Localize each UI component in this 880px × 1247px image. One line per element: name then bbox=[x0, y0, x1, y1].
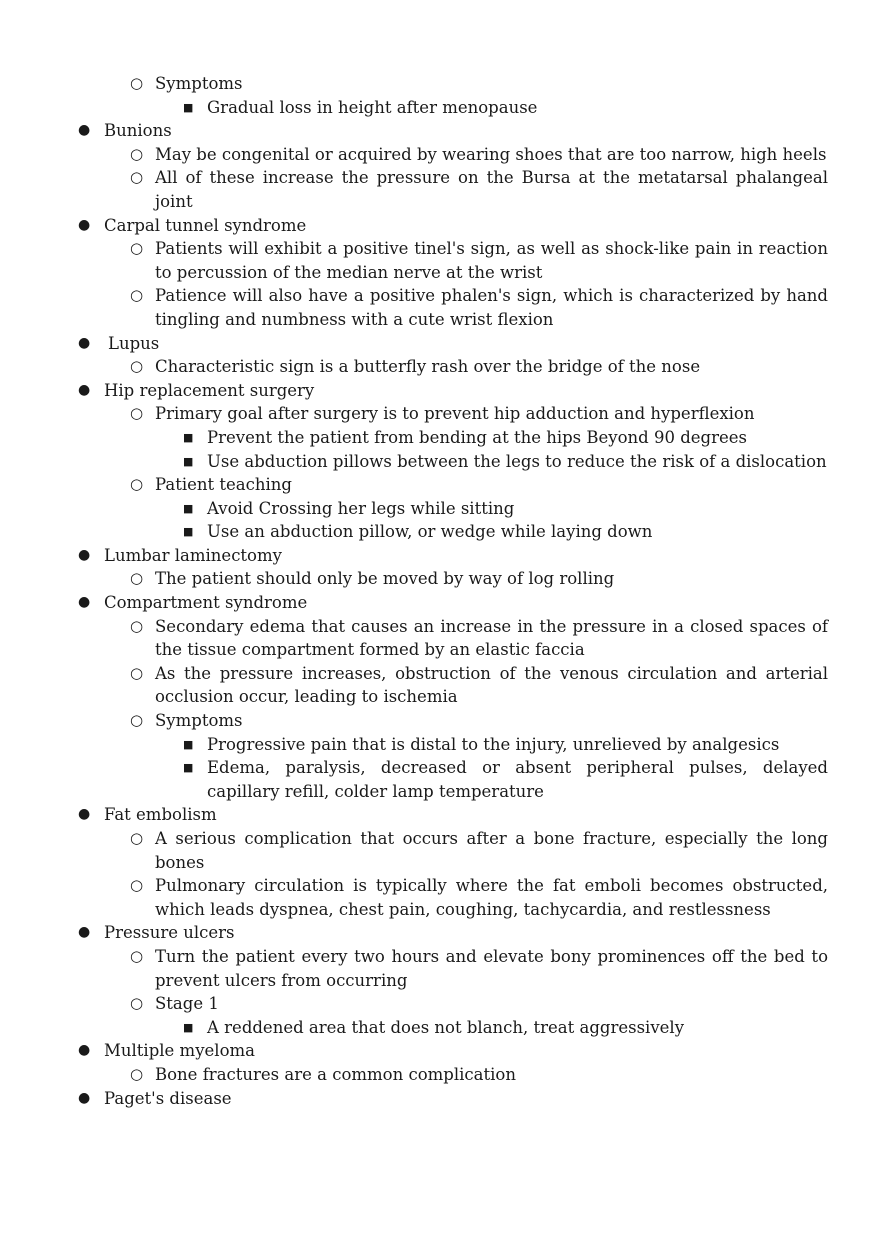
hollow-circle-bullet-icon: ○ bbox=[130, 663, 144, 682]
list-item-level-1 bbox=[0, 709, 880, 733]
list-item-text: The patient should only be moved by way of log rolling bbox=[155, 569, 615, 589]
list-item-level-0 bbox=[0, 214, 880, 238]
hollow-circle-bullet-icon: ○ bbox=[130, 286, 144, 305]
list-item-text: Turn the patient every two hours and elevate bony prominences off the bed to prevent ulcers from occurring bbox=[155, 946, 828, 990]
filled-circle-bullet-icon: ● bbox=[78, 334, 91, 351]
list-item-text: May be congenital or acquired by wearing shoes that are too narrow, high heels bbox=[155, 144, 827, 164]
list-item-text: Symptoms bbox=[155, 711, 243, 731]
list-item-text: Progressive pain that is distal to the injury, unrelieved by analgesics bbox=[207, 734, 780, 754]
list-item-text: Multiple myeloma bbox=[104, 1041, 255, 1061]
list-item-text: Secondary edema that causes an increase in the pressure in a closed spaces of the tissue compartment formed by an elastic faccia bbox=[155, 616, 828, 660]
hollow-circle-bullet-icon: ○ bbox=[130, 239, 144, 258]
list-item-text: A reddened area that does not blanch, treat aggressively bbox=[207, 1017, 685, 1037]
hollow-circle-bullet-icon: ○ bbox=[130, 994, 144, 1013]
list-item-level-1 bbox=[0, 827, 880, 874]
hollow-circle-bullet-icon: ○ bbox=[130, 711, 144, 730]
list-item-level-1 bbox=[0, 945, 880, 992]
hollow-circle-bullet-icon: ○ bbox=[130, 946, 144, 965]
list-item-level-0 bbox=[0, 1087, 880, 1111]
list-item-level-1 bbox=[0, 355, 880, 379]
list-item-level-1 bbox=[0, 473, 880, 497]
hollow-circle-bullet-icon: ○ bbox=[130, 357, 144, 376]
list-item-text: Fat embolism bbox=[104, 805, 217, 825]
list-item-text: Bunions bbox=[104, 121, 172, 141]
filled-circle-bullet-icon: ● bbox=[78, 216, 91, 233]
hollow-circle-bullet-icon: ○ bbox=[130, 569, 144, 588]
list-item-level-1 bbox=[0, 143, 880, 167]
hollow-circle-bullet-icon: ○ bbox=[130, 1064, 144, 1083]
list-item-level-1 bbox=[0, 237, 880, 284]
square-bullet-icon: ■ bbox=[183, 761, 194, 775]
square-bullet-icon: ■ bbox=[183, 737, 194, 751]
filled-circle-bullet-icon: ● bbox=[78, 122, 91, 139]
list-item-level-1 bbox=[0, 567, 880, 591]
square-bullet-icon: ■ bbox=[183, 454, 194, 468]
hollow-circle-bullet-icon: ○ bbox=[130, 876, 144, 895]
filled-circle-bullet-icon: ● bbox=[78, 546, 91, 563]
list-item-level-1 bbox=[0, 166, 880, 213]
list-item-text: Patience will also have a positive phalen's sign, which is characterized by hand tingling and numbness with a cute wrist flexion bbox=[155, 286, 828, 329]
square-bullet-icon: ■ bbox=[183, 100, 194, 114]
list-item-text: Patient teaching bbox=[155, 475, 292, 495]
list-item-level-0 bbox=[0, 921, 880, 945]
list-item-level-2 bbox=[0, 450, 880, 474]
list-item-text: Bone fractures are a common complication bbox=[155, 1064, 516, 1084]
list-item-text: Compartment syndrome bbox=[104, 593, 308, 613]
list-item-level-2 bbox=[0, 733, 880, 757]
list-item-level-0 bbox=[0, 119, 880, 143]
list-item-text: Lumbar laminectomy bbox=[104, 545, 282, 565]
filled-circle-bullet-icon: ● bbox=[78, 806, 91, 823]
notes-document bbox=[0, 72, 880, 1110]
list-item-level-2 bbox=[0, 520, 880, 544]
list-item-text: Patients will exhibit a positive tinel's sign, as well as shock-like pain in reaction to percussion of the median nerve at the wrist bbox=[155, 239, 828, 282]
list-item-text: Characteristic sign is a butterfly rash over the bridge of the nose bbox=[155, 357, 701, 377]
list-item-level-1 bbox=[0, 284, 880, 331]
list-item-level-1 bbox=[0, 662, 880, 709]
list-item-level-0 bbox=[0, 803, 880, 827]
list-item-text: Hip replacement surgery bbox=[104, 380, 315, 400]
list-item-text: Pressure ulcers bbox=[104, 923, 235, 943]
square-bullet-icon: ■ bbox=[183, 525, 194, 539]
hollow-circle-bullet-icon: ○ bbox=[130, 829, 144, 847]
list-item-text: Use abduction pillows between the legs to reduce the risk of a dislocation bbox=[207, 451, 827, 471]
list-item-text: Edema, paralysis, decreased or absent peripheral pulses, delayed capillary refill, colder lamp temperature bbox=[207, 758, 828, 801]
list-item-level-0 bbox=[0, 1039, 880, 1063]
list-item-level-2 bbox=[0, 497, 880, 521]
list-item-text: Avoid Crossing her legs while sitting bbox=[207, 498, 515, 518]
list-item-text: Stage 1 bbox=[155, 994, 219, 1014]
list-item-level-1 bbox=[0, 874, 880, 921]
list-item-level-0 bbox=[0, 591, 880, 615]
hollow-circle-bullet-icon: ○ bbox=[130, 168, 144, 187]
list-item-level-1 bbox=[0, 1063, 880, 1087]
list-item-text: A serious complication that occurs after a bone fracture, especially the long bones bbox=[155, 829, 828, 872]
hollow-circle-bullet-icon: ○ bbox=[130, 404, 144, 423]
list-item-level-1 bbox=[0, 615, 880, 662]
list-item-level-2 bbox=[0, 96, 880, 120]
list-item-level-2 bbox=[0, 756, 880, 803]
hollow-circle-bullet-icon: ○ bbox=[130, 475, 144, 494]
hollow-circle-bullet-icon: ○ bbox=[130, 74, 144, 92]
list-item-text: As the pressure increases, obstruction of the venous circulation and arterial occlusion occur, leading to ischemia bbox=[155, 663, 828, 707]
list-item-level-1 bbox=[0, 402, 880, 426]
list-item-level-0 bbox=[0, 544, 880, 568]
list-item-text: Lupus bbox=[108, 333, 160, 353]
list-item-level-1 bbox=[0, 72, 880, 96]
square-bullet-icon: ■ bbox=[183, 501, 194, 515]
list-item-text: Primary goal after surgery is to prevent hip adduction and hyperflexion bbox=[155, 404, 755, 424]
list-item-level-0 bbox=[0, 379, 880, 403]
hollow-circle-bullet-icon: ○ bbox=[130, 616, 144, 635]
list-item-text: Carpal tunnel syndrome bbox=[104, 215, 307, 235]
hollow-circle-bullet-icon: ○ bbox=[130, 144, 144, 163]
list-item-level-2 bbox=[0, 426, 880, 450]
square-bullet-icon: ■ bbox=[183, 430, 194, 444]
filled-circle-bullet-icon: ● bbox=[78, 594, 91, 611]
filled-circle-bullet-icon: ● bbox=[78, 1042, 91, 1059]
list-item-text: Paget's disease bbox=[104, 1088, 232, 1108]
list-item-text: Prevent the patient from bending at the hips Beyond 90 degrees bbox=[207, 427, 747, 447]
filled-circle-bullet-icon: ● bbox=[78, 1089, 91, 1106]
list-item-text: Pulmonary circulation is typically where the fat emboli becomes obstructed, which leads dyspnea, chest pain, coughing, tachycardia, and restlessness bbox=[155, 876, 828, 919]
list-item-level-0 bbox=[0, 332, 880, 356]
list-item-level-1 bbox=[0, 992, 880, 1016]
square-bullet-icon: ■ bbox=[183, 1020, 194, 1034]
filled-circle-bullet-icon: ● bbox=[78, 381, 91, 398]
list-item-level-2 bbox=[0, 1016, 880, 1040]
list-item-text: Symptoms bbox=[155, 74, 243, 93]
filled-circle-bullet-icon: ● bbox=[78, 924, 91, 941]
list-item-text: Use an abduction pillow, or wedge while laying down bbox=[207, 522, 653, 542]
list-item-text: Gradual loss in height after menopause bbox=[207, 97, 538, 117]
list-item-text: All of these increase the pressure on the Bursa at the metatarsal phalangeal joint bbox=[155, 168, 828, 211]
